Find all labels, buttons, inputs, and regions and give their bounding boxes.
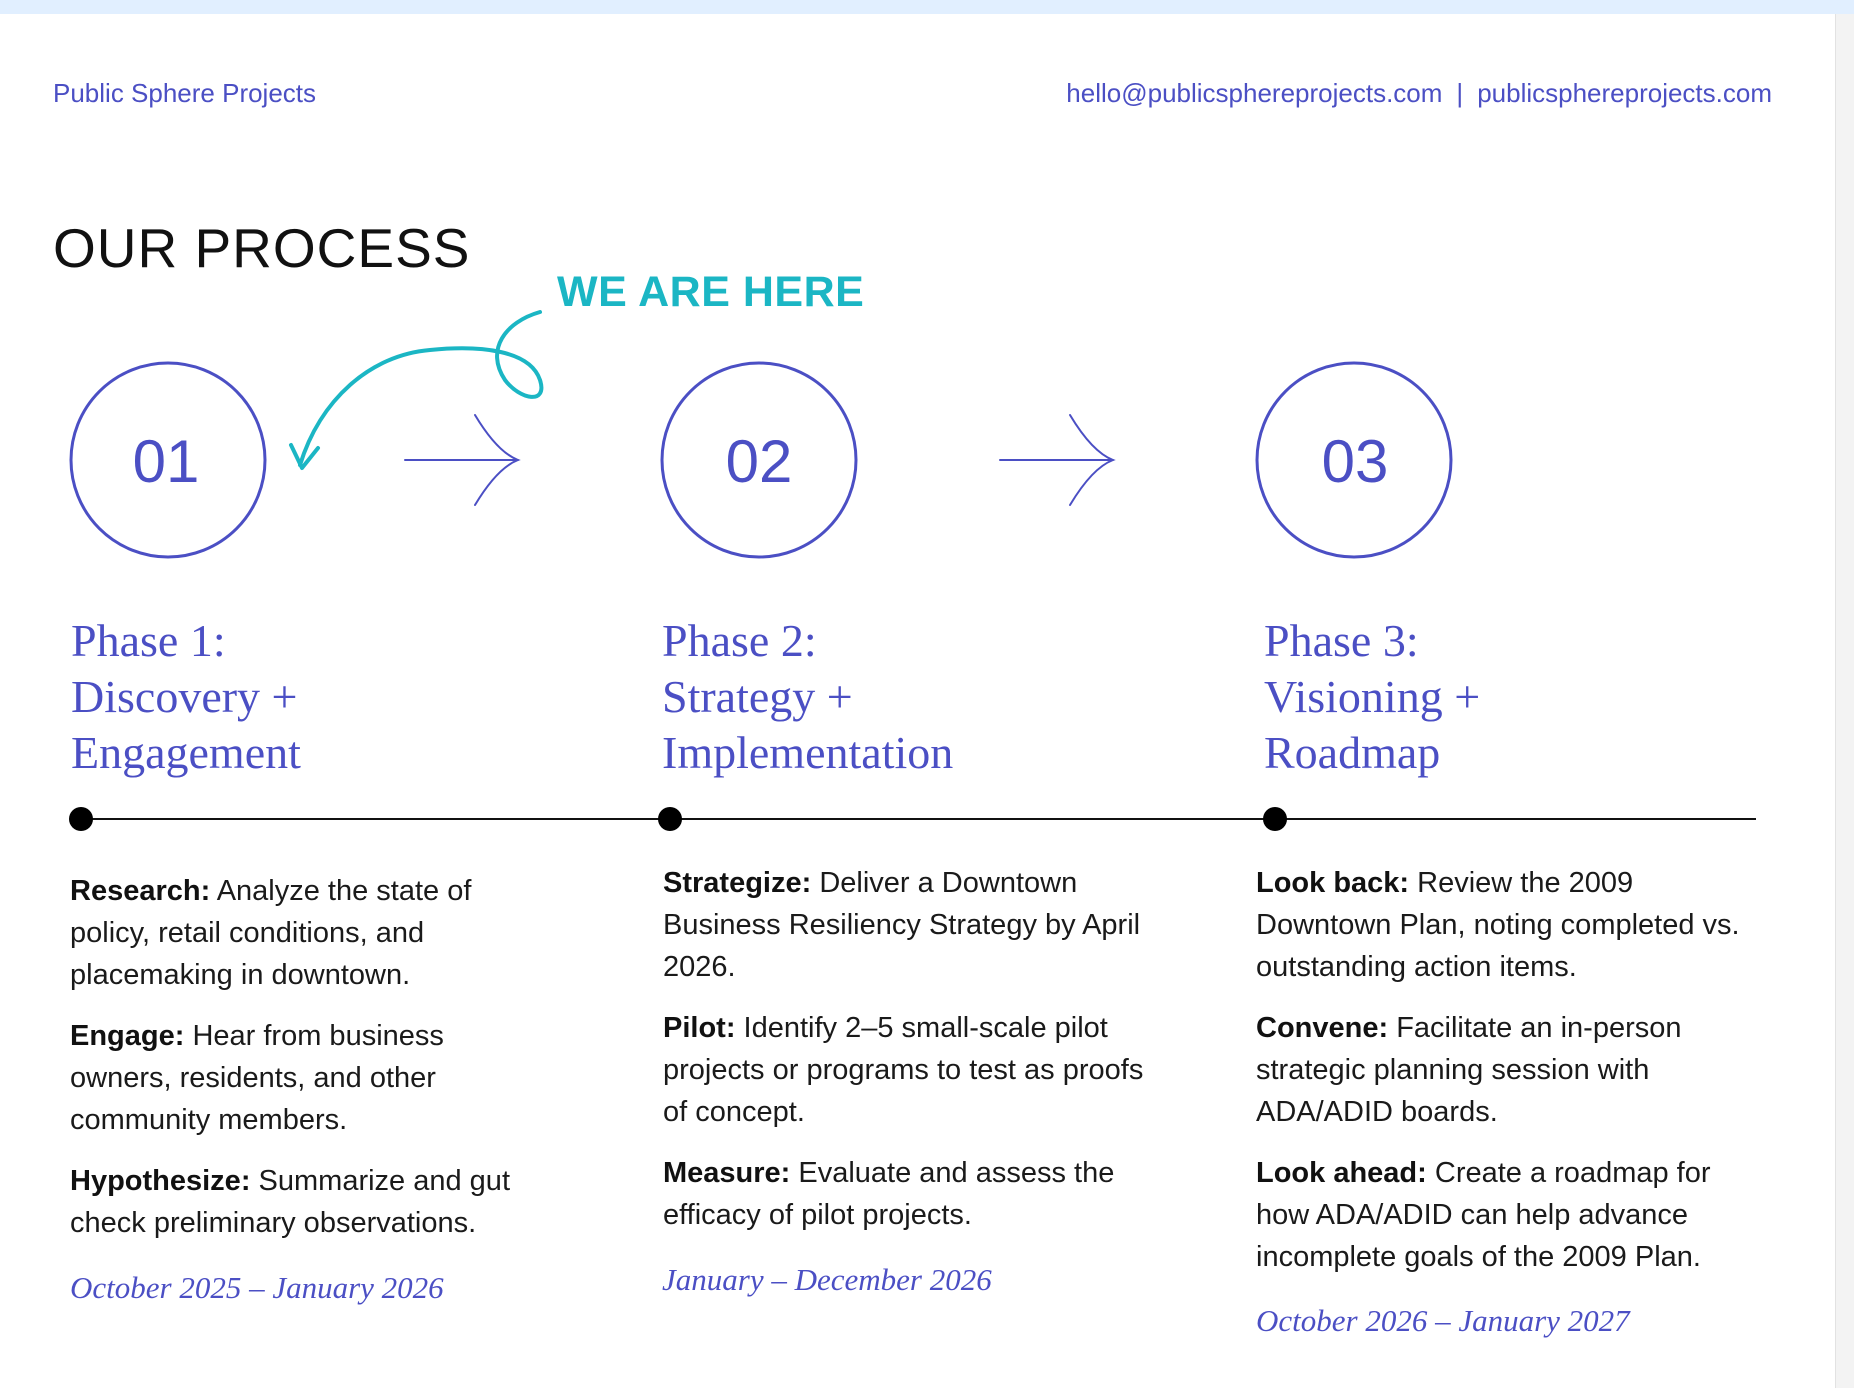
phase-number-2: 02 [725, 428, 793, 495]
phase-title-3: Phase 3: Visioning + Roadmap [1264, 615, 1481, 778]
phase-1-items [70, 870, 550, 1263]
timeline-dot-1 [69, 807, 93, 831]
we-are-here-callout: WE ARE HERE [557, 268, 865, 316]
phase-title-2: Phase 2: Strategy + Implementation [662, 615, 954, 778]
page-title: OUR PROCESS [53, 217, 471, 279]
list-item: Engage: Hear from business owners, residents, and other community members. [70, 1020, 444, 1136]
phase-1-dates: October 2025 – January 2026 [70, 1270, 444, 1305]
phase-number-1: 01 [132, 428, 200, 495]
org-name: Public Sphere Projects [53, 78, 317, 108]
phase-3-items [1256, 862, 1756, 1297]
email-link[interactable]: hello@publicsphereprojects.com [1066, 78, 1443, 108]
list-item: Research: Analyze the state of policy, retail conditions, and placemaking in downtown. [70, 875, 472, 991]
phase-title-1: Phase 1: Discovery + Engagement [71, 615, 301, 778]
arrow-right-icon [1000, 415, 1113, 505]
list-item: Convene: Facilitate an in-person strategic planning session with ADA/ADID boards. [1256, 1012, 1682, 1128]
phase-3-dates: October 2026 – January 2027 [1256, 1303, 1630, 1338]
list-item: Strategize: Deliver a Downtown Business Resiliency Strategy by April 2026. [663, 867, 1141, 983]
arrow-right-icon [405, 415, 518, 505]
website-link[interactable]: publicsphereprojects.com [1477, 78, 1772, 108]
phase-number-3: 03 [1321, 428, 1389, 495]
phase-circle-2 [662, 363, 856, 557]
list-item: Pilot: Identify 2–5 small-scale pilot projects or programs to test as proofs of concept. [663, 1012, 1144, 1128]
timeline-dot-3 [1263, 807, 1287, 831]
list-item: Look ahead: Create a roadmap for how ADA/ADID can help advance incomplete goals of the 2009 Plan. [1256, 1157, 1711, 1273]
we-are-here-arrow [300, 312, 541, 465]
list-item: Look back: Review the 2009 Downtown Plan, noting completed vs. outstanding action items. [1256, 867, 1740, 983]
phase-circle-3 [1257, 363, 1451, 557]
list-item: Measure: Evaluate and assess the efficacy of pilot projects. [663, 1157, 1115, 1231]
phase-2-dates: January – December 2026 [662, 1262, 992, 1297]
timeline-dot-2 [658, 807, 682, 831]
list-item: Hypothesize: Summarize and gut check preliminary observations. [70, 1165, 510, 1239]
phase-circle-1 [71, 363, 265, 557]
phase-2-items [663, 862, 1163, 1255]
contact-separator: | [1456, 78, 1464, 108]
